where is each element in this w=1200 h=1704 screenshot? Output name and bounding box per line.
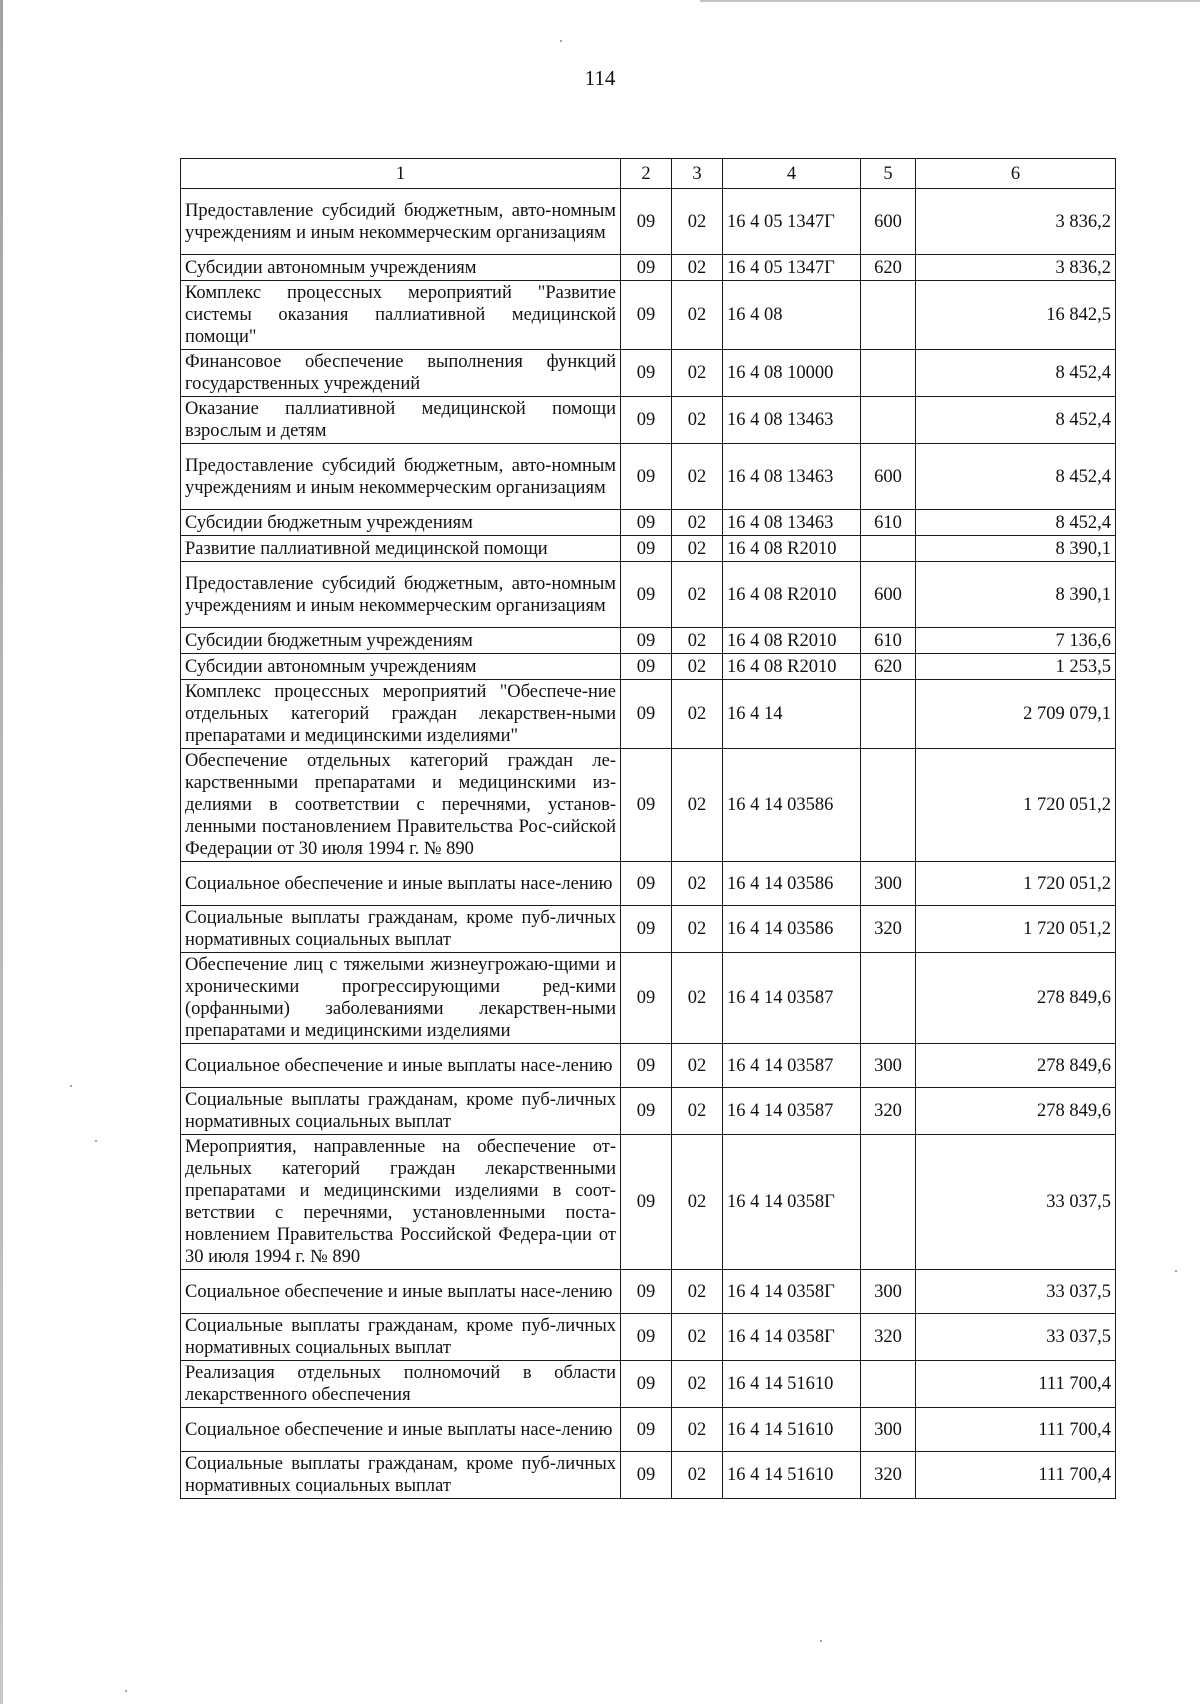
row-subsection-cell: 02 <box>672 281 723 350</box>
row-subsection-cell: 02 <box>672 1408 723 1452</box>
row-expense-type-cell: 610 <box>861 628 916 654</box>
row-subsection-cell: 02 <box>672 680 723 749</box>
row-amount-cell: 7 136,6 <box>916 628 1116 654</box>
row-target-code-cell: 16 4 05 1347Г <box>723 255 861 281</box>
row-expense-type-cell <box>861 680 916 749</box>
row-subsection-cell: 02 <box>672 1270 723 1314</box>
row-subsection-cell: 02 <box>672 255 723 281</box>
header-col-1: 1 <box>181 159 621 189</box>
row-amount-cell: 3 836,2 <box>916 189 1116 255</box>
row-subsection-cell: 02 <box>672 654 723 680</box>
table-row <box>181 953 1116 1044</box>
table-row <box>181 281 1116 350</box>
row-amount-cell: 33 037,5 <box>916 1135 1116 1270</box>
table-row <box>181 1314 1116 1361</box>
row-target-code-cell: 16 4 08 <box>723 281 861 350</box>
row-name-cell: Обеспечение отдельных категорий граждан ле-карственными препаратами и медицинскими из-делиями в соответствии с перечнями, установ-ленными постановлением Правительства Рос-сийской Федерации от 30 июля 1994 г. № 890 <box>181 749 621 862</box>
row-name-cell: Субсидии бюджетным учреждениям <box>181 628 621 654</box>
row-target-code-cell: 16 4 05 1347Г <box>723 189 861 255</box>
scan-speck <box>1175 1270 1177 1272</box>
row-name-cell: Комплекс процессных мероприятий "Развитие системы оказания паллиативной медицинской помощи" <box>181 281 621 350</box>
table-row <box>181 1452 1116 1499</box>
row-expense-type-cell <box>861 1361 916 1408</box>
row-section-cell: 09 <box>621 1270 672 1314</box>
row-name-cell: Субсидии автономным учреждениям <box>181 255 621 281</box>
row-amount-cell: 8 452,4 <box>916 510 1116 536</box>
row-section-cell: 09 <box>621 255 672 281</box>
row-section-cell: 09 <box>621 1314 672 1361</box>
row-section-cell: 09 <box>621 536 672 562</box>
row-subsection-cell: 02 <box>672 1088 723 1135</box>
row-section-cell: 09 <box>621 1088 672 1135</box>
row-target-code-cell: 16 4 14 51610 <box>723 1408 861 1452</box>
row-target-code-cell: 16 4 14 <box>723 680 861 749</box>
row-target-code-cell: 16 4 14 03587 <box>723 1088 861 1135</box>
row-name-cell: Предоставление субсидий бюджетным, авто-номным учреждениям и иным некоммерческим организациям <box>181 562 621 628</box>
row-section-cell: 09 <box>621 628 672 654</box>
row-expense-type-cell: 320 <box>861 906 916 953</box>
row-expense-type-cell: 320 <box>861 1314 916 1361</box>
table-row <box>181 1408 1116 1452</box>
row-expense-type-cell <box>861 749 916 862</box>
row-amount-cell: 8 452,4 <box>916 350 1116 397</box>
row-target-code-cell: 16 4 08 13463 <box>723 510 861 536</box>
row-name-cell: Предоставление субсидий бюджетным, авто-номным учреждениям и иным некоммерческим организациям <box>181 444 621 510</box>
row-expense-type-cell: 320 <box>861 1088 916 1135</box>
row-subsection-cell: 02 <box>672 397 723 444</box>
row-target-code-cell: 16 4 14 51610 <box>723 1452 861 1499</box>
row-section-cell: 09 <box>621 562 672 628</box>
row-section-cell: 09 <box>621 953 672 1044</box>
row-target-code-cell: 16 4 14 03587 <box>723 1044 861 1088</box>
row-name-cell: Предоставление субсидий бюджетным, авто-номным учреждениям и иным некоммерческим организациям <box>181 189 621 255</box>
row-expense-type-cell: 320 <box>861 1452 916 1499</box>
row-expense-type-cell: 300 <box>861 1408 916 1452</box>
row-expense-type-cell: 600 <box>861 444 916 510</box>
row-subsection-cell: 02 <box>672 862 723 906</box>
table-header-row <box>181 159 1116 189</box>
row-target-code-cell: 16 4 14 03586 <box>723 862 861 906</box>
row-amount-cell: 111 700,4 <box>916 1452 1116 1499</box>
table-row <box>181 654 1116 680</box>
row-amount-cell: 8 452,4 <box>916 397 1116 444</box>
row-target-code-cell: 16 4 14 0358Г <box>723 1135 861 1270</box>
row-section-cell: 09 <box>621 397 672 444</box>
row-section-cell: 09 <box>621 1452 672 1499</box>
table-row <box>181 906 1116 953</box>
row-expense-type-cell: 600 <box>861 189 916 255</box>
row-name-cell: Социальное обеспечение и иные выплаты насе-лению <box>181 1270 621 1314</box>
row-subsection-cell: 02 <box>672 350 723 397</box>
header-col-3: 3 <box>672 159 723 189</box>
table-row <box>181 1270 1116 1314</box>
row-name-cell: Социальные выплаты гражданам, кроме пуб-личных нормативных социальных выплат <box>181 906 621 953</box>
row-target-code-cell: 16 4 08 R2010 <box>723 654 861 680</box>
row-name-cell: Субсидии бюджетным учреждениям <box>181 510 621 536</box>
row-amount-cell: 3 836,2 <box>916 255 1116 281</box>
row-subsection-cell: 02 <box>672 536 723 562</box>
row-section-cell: 09 <box>621 749 672 862</box>
table-row <box>181 680 1116 749</box>
row-expense-type-cell <box>861 536 916 562</box>
row-target-code-cell: 16 4 14 51610 <box>723 1361 861 1408</box>
row-target-code-cell: 16 4 08 10000 <box>723 350 861 397</box>
row-section-cell: 09 <box>621 862 672 906</box>
table-row <box>181 1088 1116 1135</box>
table-row <box>181 510 1116 536</box>
row-name-cell: Социальное обеспечение и иные выплаты насе-лению <box>181 1408 621 1452</box>
row-amount-cell: 33 037,5 <box>916 1314 1116 1361</box>
table-row <box>181 749 1116 862</box>
row-name-cell: Реализация отдельных полномочий в области лекарственного обеспечения <box>181 1361 621 1408</box>
header-col-4: 4 <box>723 159 861 189</box>
row-name-cell: Социальное обеспечение и иные выплаты насе-лению <box>181 862 621 906</box>
row-amount-cell: 1 720 051,2 <box>916 749 1116 862</box>
row-name-cell: Социальные выплаты гражданам, кроме пуб-личных нормативных социальных выплат <box>181 1314 621 1361</box>
row-target-code-cell: 16 4 08 13463 <box>723 397 861 444</box>
row-expense-type-cell <box>861 397 916 444</box>
row-expense-type-cell <box>861 1135 916 1270</box>
row-expense-type-cell: 620 <box>861 255 916 281</box>
row-section-cell: 09 <box>621 281 672 350</box>
row-expense-type-cell: 600 <box>861 562 916 628</box>
row-amount-cell: 8 390,1 <box>916 562 1116 628</box>
row-name-cell: Социальное обеспечение и иные выплаты насе-лению <box>181 1044 621 1088</box>
row-expense-type-cell: 300 <box>861 862 916 906</box>
row-amount-cell: 1 720 051,2 <box>916 862 1116 906</box>
page-number: 114 <box>584 66 616 90</box>
row-name-cell: Финансовое обеспечение выполнения функций государственных учреждений <box>181 350 621 397</box>
row-amount-cell: 1 720 051,2 <box>916 906 1116 953</box>
row-target-code-cell: 16 4 08 R2010 <box>723 536 861 562</box>
header-col-2: 2 <box>621 159 672 189</box>
row-amount-cell: 278 849,6 <box>916 1044 1116 1088</box>
scan-speck <box>95 1140 97 1142</box>
scan-edge <box>0 0 3 1704</box>
row-target-code-cell: 16 4 08 13463 <box>723 444 861 510</box>
scan-speck <box>560 40 562 42</box>
row-section-cell: 09 <box>621 1361 672 1408</box>
row-section-cell: 09 <box>621 1135 672 1270</box>
row-subsection-cell: 02 <box>672 189 723 255</box>
scan-speck <box>820 1640 822 1642</box>
row-section-cell: 09 <box>621 1408 672 1452</box>
row-target-code-cell: 16 4 08 R2010 <box>723 562 861 628</box>
row-amount-cell: 2 709 079,1 <box>916 680 1116 749</box>
header-col-5: 5 <box>861 159 916 189</box>
row-amount-cell: 111 700,4 <box>916 1408 1116 1452</box>
table-row <box>181 862 1116 906</box>
row-expense-type-cell: 300 <box>861 1270 916 1314</box>
row-section-cell: 09 <box>621 680 672 749</box>
row-section-cell: 09 <box>621 654 672 680</box>
table-row <box>181 1135 1116 1270</box>
row-amount-cell: 278 849,6 <box>916 1088 1116 1135</box>
row-amount-cell: 33 037,5 <box>916 1270 1116 1314</box>
row-name-cell: Субсидии автономным учреждениям <box>181 654 621 680</box>
row-amount-cell: 16 842,5 <box>916 281 1116 350</box>
row-subsection-cell: 02 <box>672 1452 723 1499</box>
row-expense-type-cell: 610 <box>861 510 916 536</box>
budget-table <box>180 158 1116 1499</box>
scan-edge-top <box>700 0 1200 2</box>
table-row <box>181 255 1116 281</box>
table-row <box>181 189 1116 255</box>
row-name-cell: Социальные выплаты гражданам, кроме пуб-личных нормативных социальных выплат <box>181 1452 621 1499</box>
row-amount-cell: 111 700,4 <box>916 1361 1116 1408</box>
row-subsection-cell: 02 <box>672 1314 723 1361</box>
row-amount-cell: 8 390,1 <box>916 536 1116 562</box>
row-section-cell: 09 <box>621 350 672 397</box>
row-subsection-cell: 02 <box>672 628 723 654</box>
row-section-cell: 09 <box>621 510 672 536</box>
table-row <box>181 1044 1116 1088</box>
row-expense-type-cell <box>861 350 916 397</box>
table-row <box>181 350 1116 397</box>
row-name-cell: Комплекс процессных мероприятий "Обеспече-ние отдельных категорий граждан лекарствен-ными препаратами и медицинскими изделиями" <box>181 680 621 749</box>
row-subsection-cell: 02 <box>672 749 723 862</box>
row-section-cell: 09 <box>621 1044 672 1088</box>
row-amount-cell: 278 849,6 <box>916 953 1116 1044</box>
row-subsection-cell: 02 <box>672 1044 723 1088</box>
row-name-cell: Обеспечение лиц с тяжелыми жизнеугрожаю-щими и хроническими прогрессирующими ред-кими (орфанными) заболеваниями лекарствен-ными препаратами и медицинскими изделиями <box>181 953 621 1044</box>
table-row <box>181 562 1116 628</box>
table-row <box>181 444 1116 510</box>
row-target-code-cell: 16 4 14 03586 <box>723 749 861 862</box>
row-expense-type-cell: 620 <box>861 654 916 680</box>
row-expense-type-cell <box>861 281 916 350</box>
row-section-cell: 09 <box>621 189 672 255</box>
row-name-cell: Оказание паллиативной медицинской помощи взрослым и детям <box>181 397 621 444</box>
row-subsection-cell: 02 <box>672 906 723 953</box>
row-subsection-cell: 02 <box>672 1135 723 1270</box>
row-subsection-cell: 02 <box>672 562 723 628</box>
scan-speck <box>70 1085 72 1087</box>
scan-speck <box>125 1690 127 1692</box>
table-row <box>181 397 1116 444</box>
row-amount-cell: 1 253,5 <box>916 654 1116 680</box>
row-expense-type-cell <box>861 953 916 1044</box>
row-target-code-cell: 16 4 14 03586 <box>723 906 861 953</box>
table-body <box>181 189 1116 1499</box>
row-target-code-cell: 16 4 14 0358Г <box>723 1314 861 1361</box>
row-section-cell: 09 <box>621 906 672 953</box>
row-subsection-cell: 02 <box>672 444 723 510</box>
header-col-6: 6 <box>916 159 1116 189</box>
table-row <box>181 536 1116 562</box>
row-expense-type-cell: 300 <box>861 1044 916 1088</box>
row-name-cell: Социальные выплаты гражданам, кроме пуб-личных нормативных социальных выплат <box>181 1088 621 1135</box>
row-subsection-cell: 02 <box>672 953 723 1044</box>
row-name-cell: Мероприятия, направленные на обеспечение от-дельных категорий граждан лекарственными препаратами и медицинскими изделиями в соот-ветствии с перечнями, установленными поста-новлением Правительства Российской Федера-ции от 30 июля 1994 г. № 890 <box>181 1135 621 1270</box>
row-target-code-cell: 16 4 14 0358Г <box>723 1270 861 1314</box>
row-subsection-cell: 02 <box>672 510 723 536</box>
table-row <box>181 628 1116 654</box>
row-subsection-cell: 02 <box>672 1361 723 1408</box>
row-section-cell: 09 <box>621 444 672 510</box>
table-row <box>181 1361 1116 1408</box>
row-target-code-cell: 16 4 08 R2010 <box>723 628 861 654</box>
row-amount-cell: 8 452,4 <box>916 444 1116 510</box>
row-name-cell: Развитие паллиативной медицинской помощи <box>181 536 621 562</box>
row-target-code-cell: 16 4 14 03587 <box>723 953 861 1044</box>
